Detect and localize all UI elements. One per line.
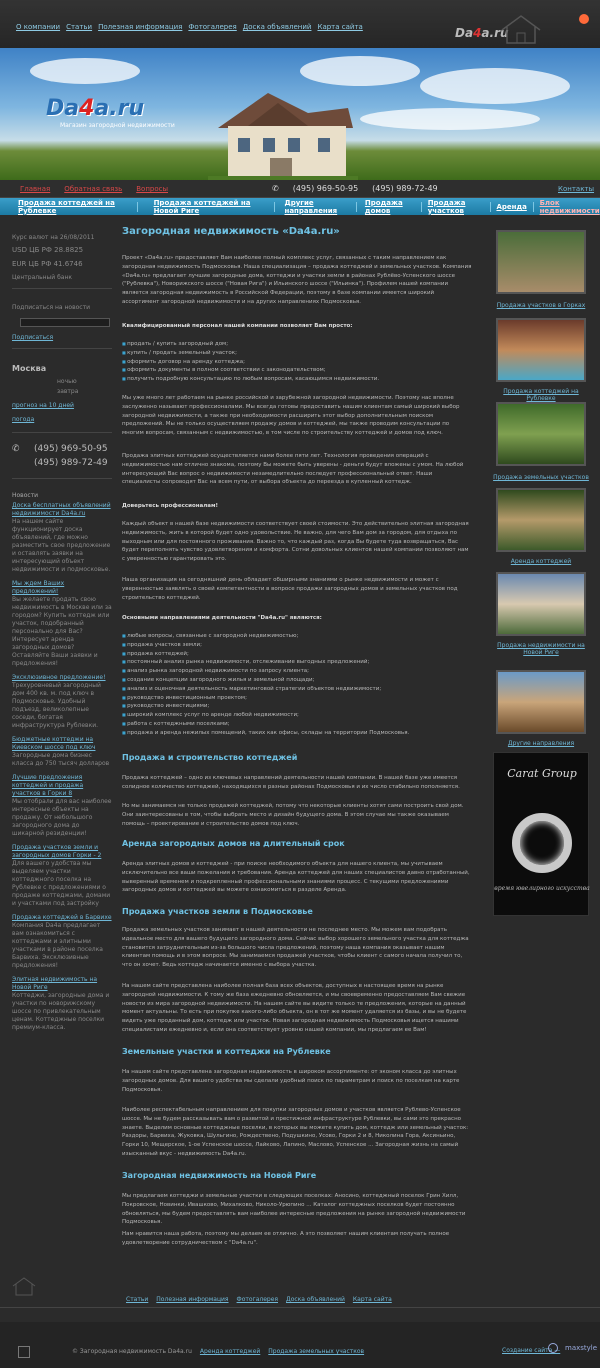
thumb-image[interactable]	[496, 488, 586, 552]
list-item: ■ продажа коттеджей;	[122, 650, 472, 659]
weather-night: ночью	[57, 378, 77, 385]
footer-nav-sitemap[interactable]: Карта сайта	[352, 1296, 392, 1303]
list-item: ■ любые вопросы, связанные с загородной недвижимостью;	[122, 632, 472, 641]
made-by-link[interactable]: Создание сайта —	[502, 1347, 561, 1354]
counter-badge[interactable]	[18, 1346, 30, 1358]
paragraph-base: На нашем сайте представлена наиболее полная база всех объектов, доступных в настоящее время на рынке загородной недвижимости. К тому же база ежедневно обновляется, и мы своевременно предоставляем Вам свежие новости из мира загородной недвижимости. На нашем сайте вы видите только те предложения, которые на данный момент актуальны. То есть при покупке какого-либо объекта, он в тот же момент удаляется из базы, и вы не будете видеть уже проданный дом, коттедж или участок. Новая загородная недвижимость Подмосковья ищется нашими специалистами ежедневно и, если она соответствует уровню нашей компании, мы предлагаем ее Вам!	[122, 983, 467, 1033]
banner-logo	[46, 96, 144, 121]
news-link[interactable]: Продажа участков земли и загородных домов Горки - 2	[12, 844, 102, 859]
quick-link-home[interactable]: Главная	[20, 185, 51, 193]
thumb-image[interactable]	[496, 572, 586, 636]
list-item: ■ оформить договор на аренду коттеджа;	[122, 358, 472, 367]
nav-plots[interactable]: Продажа участков	[427, 198, 466, 215]
left-phone-2: (495) 989-72-49	[34, 458, 108, 468]
page-title: Загородная недвижимость «Da4a.ru»	[122, 226, 340, 237]
directions-heading: Основными направлениями деятельности "Da4a.ru" являются:	[122, 615, 322, 621]
ad-slogan: время ювелирного искусства	[494, 885, 590, 892]
footer-nav-info[interactable]: Полезная информация	[156, 1296, 229, 1303]
news-link[interactable]: Лучшие предложения коттеджей и продажа участков в Горки 8	[12, 774, 84, 797]
news-link[interactable]: Мы ждем Ваших предложений!	[12, 580, 65, 595]
list-item: ■ руководство инвестиционным проектом;	[122, 694, 472, 703]
ring-image	[512, 813, 572, 873]
footer-nav-board[interactable]: Доска объявлений	[286, 1296, 345, 1303]
thumb-caption[interactable]: Продажа земельных участков	[493, 474, 589, 481]
weather-city: Москва	[12, 364, 47, 373]
nav-rent[interactable]: Аренда	[496, 202, 527, 211]
thumb-image[interactable]	[496, 402, 586, 466]
thumb-image[interactable]	[496, 230, 586, 294]
copyright: © Загородная недвижимость Da4a.ru	[72, 1348, 192, 1355]
thumb-caption[interactable]: Продажа недвижимости на Новой Риге	[497, 642, 585, 656]
paragraph-knowledge: Наша организация на сегодняшний день обладает обширными знаниями о рынке недвижимости и может с уверенностью заявлять о своей компетентности в вопросе продажи загородных домов и земельных участков под строительство коттеджей.	[122, 577, 458, 601]
house-image	[208, 68, 358, 180]
section-rublevka-heading: Земельные участки и коттеджи на Рублевке	[122, 1047, 331, 1056]
contacts-link[interactable]: Контакты	[558, 185, 595, 193]
news-item	[12, 976, 112, 1032]
main-nav	[0, 198, 600, 215]
paragraph-elite: Продажа элитных коттеджей осуществляется нами более пяти лет. Технология проведения операций с недвижимостью нам отлично знакома, поэтому Вы можете быть уверены - деньги будут вложены с умом. На любой интересующий Вас вопрос о недвижимости незамедлительно последует профессиональный ответ. Наши специалисты сопроводят Вас на всем пути, от выбора объекта до переезда в купленный коттедж.	[122, 453, 464, 486]
services-list	[122, 340, 472, 384]
left-phone-1: (495) 969-50-95	[34, 444, 108, 454]
thumb-caption[interactable]: Продажа участков в Горках	[496, 302, 586, 309]
house-outline-icon	[12, 1276, 36, 1296]
list-item: ■ оформить документы в полном соответствии с законодательством;	[122, 366, 472, 375]
paragraph-rent: Аренда элитных домов и коттеджей - при поиске необходимого объекта для нашего клиента, мы учитываем исключительно все ваши пожелания и требования. Аренда коттеджей для наших специалистов давно отработанный, выверенный временем и подкрепленный профессиональными знаниями процесс. С текущими предложениями загородных домов и коттеджей вы можете ознакомиться в разделе Аренда.	[122, 861, 470, 894]
thumb-caption[interactable]: Другие направления	[507, 740, 575, 747]
studio-logo[interactable]: maxstyle	[565, 1344, 598, 1352]
list-item: ■ широкий комплекс услуг по аренде любой недвижимости;	[122, 711, 472, 720]
phone-icon: ✆	[272, 184, 279, 193]
news-item	[12, 914, 112, 970]
list-item: ■ получить подробную консультацию по любым вопросам, касающимся недвижимости.	[122, 375, 472, 384]
news-text: Для вашего удобства мы выделяем участки коттеджного поселка на Рублевке с предложениями о продаже коттеджами, домами и участками под застройку	[12, 860, 111, 907]
paragraph-sale: Продажа коттеджей – одно из ключевых направлений деятельности нашей компании. В нашей базе уже имеется солидное количество коттеджей, находящихся в разных районах Подмосковья и их число стабильно пополняется.	[122, 775, 460, 790]
footer	[0, 1322, 600, 1368]
thumb-image[interactable]	[496, 318, 586, 382]
rate-usd: USD ЦБ РФ 28.8825	[12, 246, 84, 254]
paragraph-land: Продажа земельных участков занимает в нашей деятельности не последнее место. Мы можем вам подобрать идеальное место для вашего будущего загородного дома. Сейчас выбор хорошего земельного участка для коттеджа становится затруднительным из-за большого числа предложений, поэтому наша компания оказывает нашим клиентам помощь и в этом вопросе. Мы занимаемся продажей участков, чтобы клиент с самого начала получил то, что он хочет. Ведь коттедж начинается именно с выбора участка.	[122, 927, 469, 969]
header-phone-2: (495) 989-72-49	[372, 184, 438, 193]
top-nav-articles[interactable]: Статьи	[66, 23, 93, 31]
footer-nav	[126, 1296, 392, 1303]
header-phone-1: (495) 969-50-95	[292, 184, 359, 193]
phone-bar	[0, 180, 600, 198]
logo-text: Da	[455, 26, 474, 40]
logo-text-end: a.ru	[481, 26, 509, 40]
thumb-caption[interactable]: Продажа коттеджей на Рублевке	[503, 388, 579, 402]
logo-accent: 4	[473, 26, 482, 40]
news-item	[12, 502, 112, 574]
footer-divider	[0, 1307, 600, 1308]
header-phones	[272, 184, 438, 193]
banner	[0, 48, 600, 180]
forecast-link[interactable]: прогноз на 10 дней	[12, 402, 74, 409]
banner-logo-accent: 4	[79, 96, 95, 121]
top-nav-board[interactable]: Доска объявлений	[242, 23, 312, 31]
rates-title: Курс валют на 26/08/2011	[12, 234, 95, 241]
news-text: Загородные дома бизнес класса до 750 тысяч долларов	[12, 752, 110, 767]
news-text: Мы отобрали для вас наиболее интересные объекты на продажу. От небольшого загородного дома до шикарной резиденции!	[12, 798, 112, 837]
news-title: Новости	[12, 492, 39, 499]
qualified-heading: Квалифицированный персонал нашей компании позволяет Вам просто:	[122, 323, 353, 329]
banner-logo-text-end: a.ru	[94, 96, 145, 121]
list-item: ■ анализ и оценочная деятельность маркетинговой стратегии объектов недвижимости;	[122, 685, 472, 694]
paragraph-catalog: На нашем сайте представлена загородная недвижимость в широком ассортименте: от эконом класса до элитных загородных домов. Для вашего удобства мы сделали удобный поиск по параметрам и поиск по поселкам на карте Подмосковья.	[122, 1069, 460, 1093]
footer-links	[72, 1348, 364, 1355]
studio-logo-icon	[548, 1343, 558, 1353]
news-text: Коттеджи, загородные дома и участки по новорижскому шоссе по привлекательным ценам. Коттеджные поселки премиум-класса.	[12, 992, 110, 1031]
quick-links	[20, 185, 168, 193]
news-item	[12, 674, 112, 730]
top-nav-gallery[interactable]: Фотогалерея	[188, 23, 237, 31]
weather-link[interactable]: погода	[12, 416, 35, 423]
footer-link-plots[interactable]: Продажа земельных участков	[268, 1348, 365, 1355]
news-text: Трехуровневый загородный дом 400 кв. м. под ключ в Подмосковье. Удобный подъезд, великолепные соседи, богатая инфраструктура Рублевки.	[12, 682, 101, 729]
paragraph-build: Но мы занимаемся не только продажей коттеджей, потому что некоторые клиенты хотят сами построить свой дом. Они заинтересованы в том, чтобы выбрать место и дизайн будущего дома. В этом случае мы также оказываем помощь – проектирование и строительство домов под ключ.	[122, 803, 464, 827]
news-item	[12, 736, 112, 768]
jewelry-ad[interactable]	[493, 752, 589, 916]
news-link[interactable]: Эксклюзивное предложение!	[12, 674, 106, 681]
nav-novaya-riga[interactable]: Продажа коттеджей на Новой Риге	[153, 198, 251, 215]
section-riga-heading: Загородная недвижимость на Новой Риге	[122, 1171, 317, 1180]
sun-icon	[579, 14, 589, 24]
paragraph-experience: Мы уже много лет работаем на рынке российской и зарубежной загородной недвижимости. Поэтому нас вполне заслуженно называют профессионалами. Мы всегда готовы предоставить нашим клиентам самый широкий выбор загородной недвижимости, а также при необходимости расширить этот выбор дополнительным поиском предложений. Мы не только осуществляем продажу домов и коттеджей, мы также проводим консультации по многим вопросам, связанным с недвижимостью, в том числе по строительству коттеджей и домов под ключ.	[122, 395, 460, 437]
ad-brand: Carat Group	[507, 767, 577, 780]
house-outline-icon	[500, 14, 542, 44]
list-item: ■ постоянный анализ рынка недвижимости, отслеживание выгодных предложений;	[122, 658, 472, 667]
section-sale-heading: Продажа и строительство коттеджей	[122, 753, 298, 762]
intro-paragraph: Проект «Da4a.ru» предоставляет Вам наиболее полный комплекс услуг, связанных с таким направлением как загородная недвижимость Подмосковья. Наша специализация – продажа коттеджей и земельных участков. Компания «Da4a.ru» предлагает лучшие загородные дома, коттеджи и участки земли в районах Рублёво-Успенского шоссе ("Рублевка"), Новорижского шоссе ("Новая Рига") и Ильинского шоссе ("Ильинка"). Профилем нашей компании является загородная недвижимость в Российской Федерации, поэтому в базе компании имеется широкий ассортимент загородной недвижимости и на других направлениях Подмосковья.	[122, 255, 472, 305]
list-item: ■ продажа и аренда нежилых помещений, таких как офисы, склады на территории Подмосковья.	[122, 729, 472, 738]
top-nav-about[interactable]: О компании	[16, 23, 61, 31]
directions-list	[122, 632, 472, 738]
weather-tomorrow: завтра	[57, 388, 79, 395]
thumb-image[interactable]	[496, 670, 586, 734]
paragraph-objects: Каждый объект в нашей базе недвижимости соответствует своей стоимости. Это действительно элитная загородная недвижимость, жить в которой будет одно удовольствие. Не важно, для чего Вам дом за городом, для отдыха по выходным или для постоянного проживания. Важно то, что каждый раз, когда Вы будете туда возвращаться, Вас будет переполнять чувство удовлетворения и комфорта. Сотни довольных клиентов нашей компании позволяют нам с уверенностью гарантировать это.	[122, 521, 469, 563]
list-item: ■ продать / купить загородный дом;	[122, 340, 472, 349]
list-item: ■ руководство инвестициями;	[122, 702, 472, 711]
news-item	[12, 580, 112, 668]
quick-link-feedback[interactable]: Обратная связь	[64, 185, 123, 193]
quick-link-faq[interactable]: Вопросы	[136, 185, 168, 193]
subscribe-button[interactable]: Подписаться	[12, 334, 54, 341]
footer-nav-gallery[interactable]: Фотогалерея	[236, 1296, 279, 1303]
news-item	[12, 844, 112, 908]
top-nav	[16, 23, 363, 31]
subscribe-input[interactable]	[20, 318, 110, 327]
paragraph-riga: Мы предлагаем коттеджи и земельные участки в следующих поселках: Аносино, коттеджный поселок Грин Хилл, Покровское, Новинки, Ивашково, Михалково, Николо-Урюпино ... Каталог коттеджных поселков будет постоянно обновляться, мы будем предоставлять вам наиболее интересные предложения на рынке загородной недвижимости Подмосковья.	[122, 1193, 466, 1226]
list-item: ■ продажа участков земли;	[122, 641, 472, 650]
list-item: ■ анализ рынка загородной недвижимости по запросу клиента;	[122, 667, 472, 676]
news-text: Компания Da4a предлагает вам ознакомиться с коттеджами и элитными участками в районе поселка Барвиха. Эксклюзивные предложения!	[12, 922, 103, 969]
rate-eur: EUR ЦБ РФ 41.6746	[12, 260, 83, 268]
news-link[interactable]: Продажа коттеджей в Барвихе	[12, 914, 112, 921]
news-link[interactable]: Доска бесплатных объявлений недвижимости Da4a.ru	[12, 502, 111, 517]
trust-heading: Доверьтесь профессионалам!	[122, 503, 218, 509]
news-link[interactable]: Элитная недвижимость на Новой Риге	[12, 976, 98, 991]
top-nav-info[interactable]: Полезная информация	[98, 23, 183, 31]
bank-label: Центральный банк	[12, 274, 73, 281]
news-item	[12, 774, 112, 838]
news-text: Вы желаете продать свою недвижимость в Москве или за городом? Купить коттедж или участок, подобранный персонально для Вас? Интересует аренда загородных домов? Оставляйте Ваши заявки и предложения!	[12, 596, 112, 667]
footer-nav-articles[interactable]: Статьи	[126, 1296, 149, 1303]
news-text: На нашем сайте функционирует доска объявлений, где можно разместить свое предложение и оставлять заявки на интересующий объект недвижимости и подмосковье.	[12, 518, 111, 573]
list-item: ■ купить / продать земельный участок;	[122, 349, 472, 358]
nav-block[interactable]: Блок недвижимости	[539, 198, 600, 215]
list-item: ■ создание концепции загородного жилья и земельной площади;	[122, 676, 472, 685]
thumb-caption[interactable]: Аренда коттеджей	[510, 558, 572, 565]
section-rent-heading: Аренда загородных домов на длительный срок	[122, 839, 345, 848]
phone-icon-left: ✆	[12, 444, 20, 454]
banner-logo-text: Da	[46, 96, 80, 121]
top-bar	[0, 0, 600, 48]
nav-other-directions[interactable]: Другие направления	[284, 198, 338, 215]
paragraph-closing: Нам нравится наша работа, поэтому мы делаем ее отлично. А это позволяет нашим клиентам получать полное удовлетворение сотрудничеством с "Da4a.ru".	[122, 1231, 450, 1246]
list-item: ■ работа с коттеджными поселками;	[122, 720, 472, 729]
paragraph-rublevka: Наиболее респектабельным направлением для покупки загородных домов и участков является Рублево-Успенское шоссе. Мы не будем рассказывать вам о развитой и престижной инфраструктуре Рублевки, вы сами это прекрасно знаете. Выделим основные коттеджные поселки, в которых вы можете купить дом, коттедж или земельный участок: Раздоры, Барвиха, Жуковка, Шульгино, Рождествено, Подушкино, Усово, Горки 2 и 8, Николина Гора, Аксиньино, Горки 10, Мещерское, 1-ое Успенское шоссе, Лайково, Лапино, Маслово, Успенское ... Загородная жизнь на самый изысканный вкус - недвижимость Da4a.ru.	[122, 1107, 469, 1157]
nav-rublevka[interactable]: Продажа коттеджей на Рублевке	[18, 198, 115, 215]
section-land-heading: Продажа участков земли в Подмосковье	[122, 907, 313, 916]
banner-tagline: Магазин загородной недвижимости	[60, 122, 175, 129]
subscribe-title: Подписаться на новости	[12, 304, 90, 311]
footer-link-rent[interactable]: Аренда коттеджей	[199, 1348, 261, 1355]
top-nav-sitemap[interactable]: Карта сайта	[317, 23, 363, 31]
nav-houses[interactable]: Продажа домов	[364, 198, 403, 215]
news-link[interactable]: Бюджетные коттеджи на Киевском шоссе под ключ	[12, 736, 96, 751]
